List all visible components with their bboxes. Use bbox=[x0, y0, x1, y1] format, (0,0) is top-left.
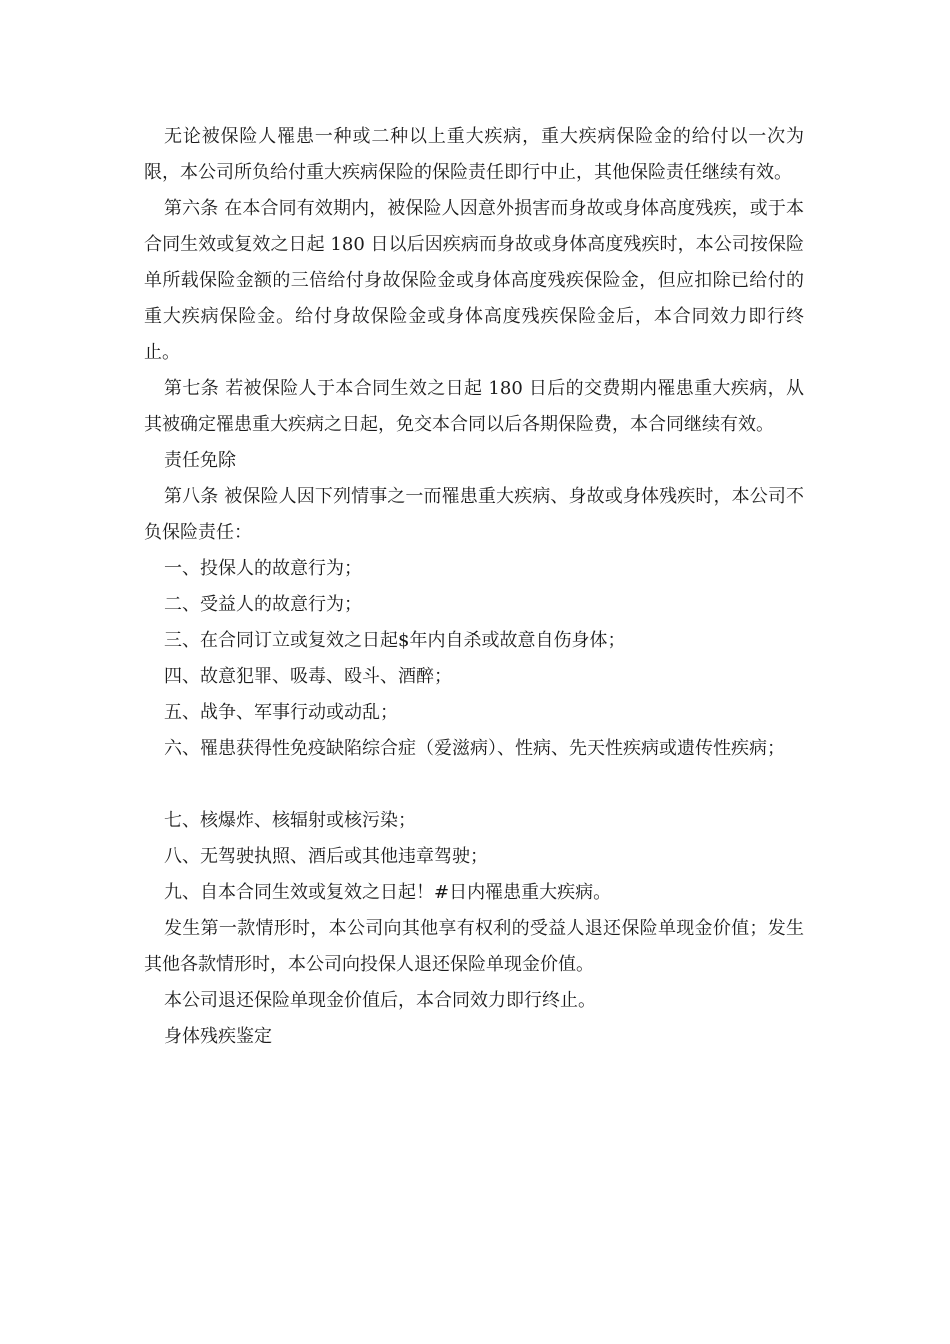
paragraph-article-7: 第七条 若被保险人于本合同生效之日起 180 日后的交费期内罹患重大疾病，从其被确定罹患重大疾病之日起，免交本合同以后各期保险费，本合同继续有效。 bbox=[144, 378, 804, 435]
exclusion-item-8: 八、无驾驶执照、酒后或其他违章驾驶； bbox=[164, 846, 488, 867]
exclusion-item-5: 五、战争、军事行动或动乱； bbox=[164, 702, 398, 723]
exclusion-item-6: 六、罹患获得性免疫缺陷综合症（爱滋病）、性病、先天性疾病或遗传性疾病； bbox=[164, 738, 785, 759]
exclusion-item-2: 二、受益人的故意行为； bbox=[164, 594, 362, 615]
section-heading-disability-assessment: 身体残疾鉴定 bbox=[164, 1026, 272, 1047]
section-heading-exclusions: 责任免除 bbox=[164, 450, 236, 471]
exclusion-item-1: 一、投保人的故意行为； bbox=[164, 558, 362, 579]
document-body bbox=[144, 119, 804, 1055]
paragraph-coverage-limit: 无论被保险人罹患一种或二种以上重大疾病，重大疾病保险金的给付以一次为限，本公司所负给付重大疾病保险的保险责任即行中止，其他保险责任继续有效。 bbox=[144, 126, 804, 183]
paragraph-article-8: 第八条 被保险人因下列情事之一而罹患重大疾病、身故或身体残疾时，本公司不负保险责任： bbox=[144, 486, 804, 543]
paragraph-article-6: 第六条 在本合同有效期内，被保险人因意外损害而身故或身体高度残疾，或于本合同生效或复效之日起 180 日以后因疾病而身故或身体高度残疾时，本公司按保险单所载保险金额的三倍给付身故保险金或身体高度残疾保险金，但应扣除已给付的重大疾病保险金。给付身故保险金或身体高度残疾保险金后，本合同效力即行终止。 bbox=[144, 198, 804, 363]
exclusion-item-4: 四、故意犯罪、吸毒、殴斗、酒醉； bbox=[164, 666, 452, 687]
paragraph-refund-rules: 发生第一款情形时，本公司向其他享有权利的受益人退还保险单现金价值；发生其他各款情形时，本公司向投保人退还保险单现金价值。 bbox=[144, 918, 804, 975]
paragraph-gap bbox=[144, 767, 804, 803]
paragraph-contract-termination: 本公司退还保险单现金价值后，本合同效力即行终止。 bbox=[164, 990, 596, 1011]
exclusion-item-9: 九、自本合同生效或复效之日起！#日内罹患重大疾病。 bbox=[164, 882, 612, 903]
exclusion-item-3: 三、在合同订立或复效之日起$年内自杀或故意自伤身体； bbox=[164, 630, 626, 651]
exclusion-item-7: 七、核爆炸、核辐射或核污染； bbox=[164, 810, 416, 831]
